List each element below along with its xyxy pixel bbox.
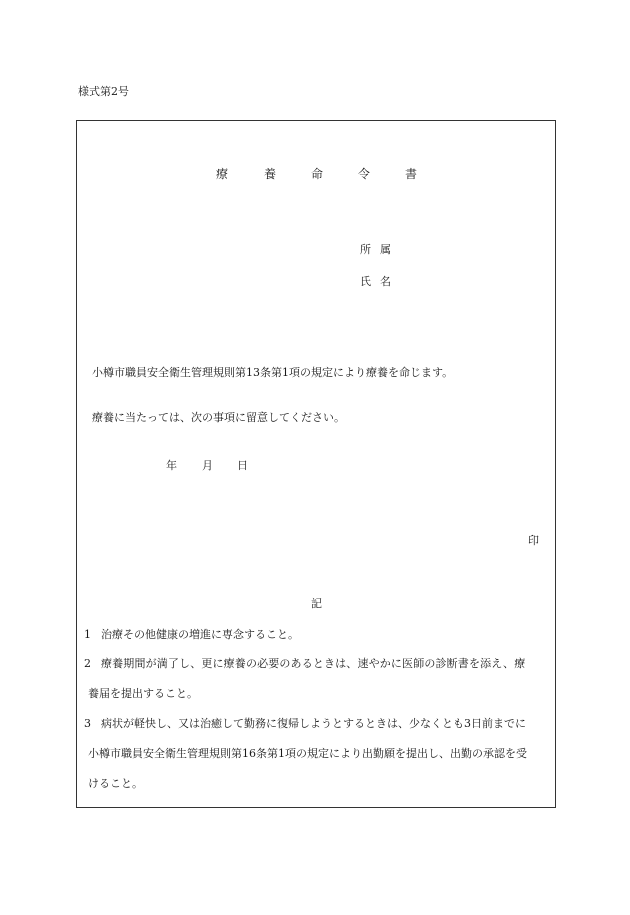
affiliation-label: 所属 <box>360 243 400 256</box>
order-text: 小樽市職員安全衛生管理規則第13条第1項の規定により療養を命じます。 <box>92 366 454 379</box>
name-label: 氏名 <box>360 275 400 288</box>
note-text-line: 小樽市職員安全衛生管理規則第16条第1項の規定により出勤願を提出し、出勤の承認を受 <box>88 747 527 760</box>
note-number: 2 <box>84 657 91 670</box>
note-text-line: 治療その他健康の増進に専念すること。 <box>101 628 299 641</box>
title-char: 療 <box>216 167 229 181</box>
note-text-line: けること。 <box>88 777 143 790</box>
note-number: 3 <box>84 717 91 730</box>
form-number: 様式第2号 <box>78 85 129 98</box>
notes-heading: 記 <box>311 597 322 610</box>
note-text-line: 療養期間が満了し、更に療養の必要のあるときは、速やかに医師の診断書を添え、療 <box>101 657 526 670</box>
date-year-label: 年 <box>166 459 177 472</box>
title-char: 養 <box>264 167 277 181</box>
date-day-label: 日 <box>237 459 248 472</box>
instruction-text: 療養に当たっては、次の事項に留意してください。 <box>92 411 345 424</box>
date-month-label: 月 <box>202 459 213 472</box>
note-text-line: 養届を提出すること。 <box>88 687 198 700</box>
form-frame <box>76 120 556 808</box>
seal-mark: 印 <box>528 534 539 547</box>
title-char: 令 <box>358 167 371 181</box>
title-char: 命 <box>311 167 324 181</box>
note-text-line: 病状が軽快し、又は治癒して勤務に復帰しようとするときは、少なくとも3日前までに <box>101 717 526 730</box>
title-char: 書 <box>405 167 418 181</box>
note-number: 1 <box>84 628 91 641</box>
